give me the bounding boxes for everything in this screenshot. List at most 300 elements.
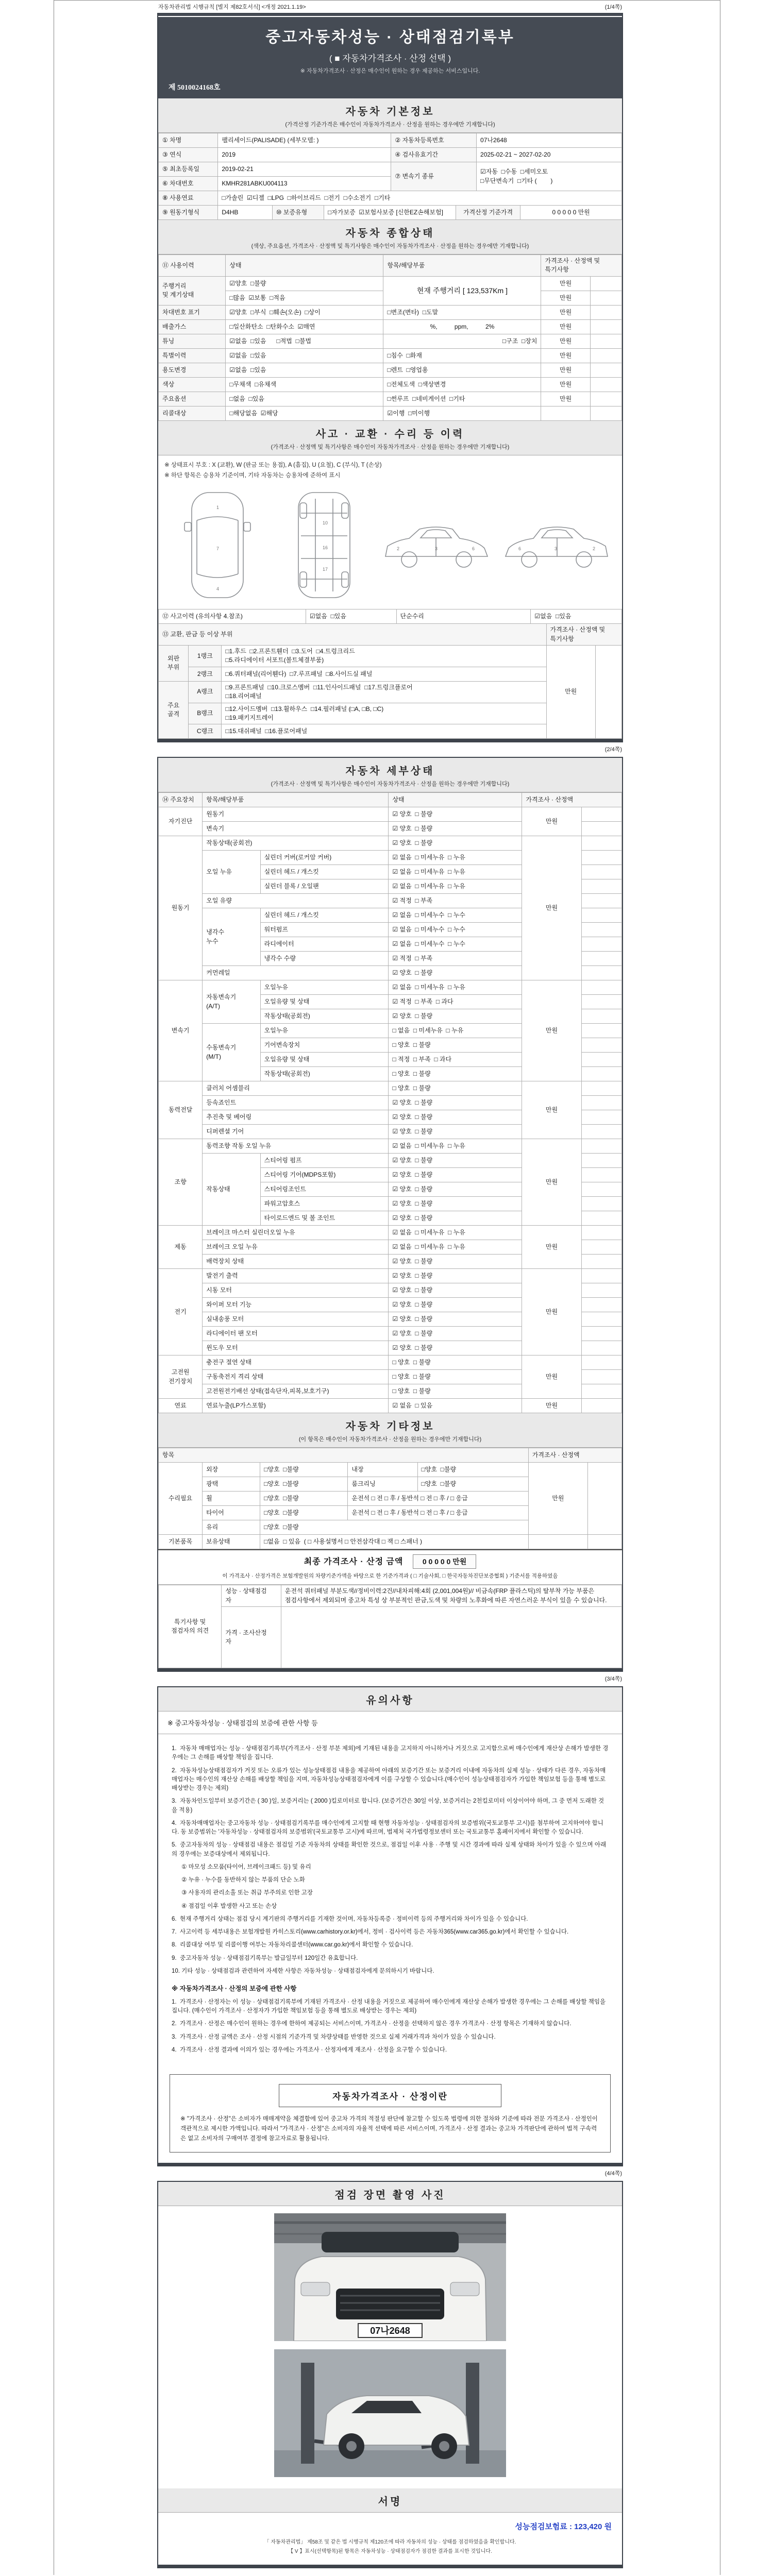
table-cell: 동력조향 작동 오일 누유	[203, 1139, 389, 1154]
table-cell	[590, 276, 621, 291]
table-cell: 오일 유량	[203, 894, 389, 908]
detail-state-header	[158, 758, 622, 792]
table-cell: 구동축전지 격리 상태	[203, 1370, 389, 1384]
table-cell	[581, 1341, 621, 1355]
price-definition-title: 자동차가격조사 · 산정이란	[279, 2084, 501, 2107]
table-cell: 만원	[541, 291, 590, 305]
detail-state-title: 자동차 세부상태	[345, 766, 435, 777]
table-cell	[581, 1038, 621, 1053]
table-cell: ☑없음 □있음	[226, 363, 383, 377]
table-cell: 변속기	[159, 980, 203, 1081]
table-cell: 유리	[203, 1520, 260, 1535]
table-cell: ☑ 양호 □ 불량	[389, 1255, 522, 1269]
table-cell	[581, 1154, 621, 1168]
table-cell	[581, 1283, 621, 1298]
table-cell	[581, 1081, 621, 1096]
svg-text:6: 6	[518, 546, 521, 552]
table-cell: 실내송풍 모터	[203, 1312, 389, 1327]
table-cell: □ 적정 □ 부족 □ 과다	[389, 1053, 522, 1067]
overall-state-note: (색상, 주요옵션, 가격조사 · 산정액 및 특기사항은 매수인이 자동차가격조사 · 산정을 원하는 경우에만 기재합니다)	[251, 243, 529, 249]
table-cell: 만원	[541, 392, 590, 406]
table-cell: 윈도우 모터	[203, 1341, 389, 1355]
notice-line: 2. 자동차성능상태점검자가 거짓 또는 오류가 있는 성능상태점검 내용을 제공하여 아래의 보증기간 또는 보증거리 이내에 자동차의 실제 성능 · 상태가 다른 경우, 자동차매매업자는 매수인의 재산상 손해를 배상할 책임을 지며, 자동차성능상태점검자에게 이를 구상할 수 있습니다.(매수인이 성능상태점검자가 가입한 책임보험 등을 통해 별도로 배상받는 경우는 제외)	[172, 1767, 608, 1792]
table-cell: 파워고압호스	[260, 1197, 389, 1211]
table-cell: 만원	[522, 1139, 581, 1226]
table-cell: 만원	[522, 807, 581, 836]
table-cell: 스티어링 펌프	[260, 1154, 389, 1168]
table-cell: 용도변경	[159, 363, 226, 377]
table-cell: 전기	[159, 1269, 203, 1355]
table-cell: □1.후드 □2.프론트휀더 □3.도어 □4.트렁크리드 □5.라디에이터 서포트(볼트체결부품)	[222, 645, 546, 667]
caution-body	[158, 1734, 622, 2067]
table-cell: ☑ 양호 □ 불량	[389, 836, 522, 851]
table-cell: ⑦ 변속기 종류	[391, 162, 477, 191]
table-cell: ⑬ 교환, 판금 등 이상 부위	[159, 624, 547, 646]
table-cell: ☑ 양호 □ 불량	[389, 1182, 522, 1197]
caution-header	[158, 1687, 622, 1711]
table-cell: 2019	[218, 148, 391, 162]
table-cell	[541, 406, 590, 420]
table-cell: 휠	[203, 1492, 260, 1506]
table-cell: 작동상태(공회전)	[260, 1067, 389, 1081]
notice-line: ① 마모성 소모품(타이어, 브레이크패드 등) 및 유리	[172, 1863, 311, 1870]
table-cell: 제동	[159, 1226, 203, 1269]
table-cell: □일산화탄소 □탄화수소 ☑매연	[226, 319, 383, 334]
state-code-legend	[158, 455, 622, 484]
table-cell	[581, 1384, 621, 1399]
table-cell: □양호 □불량	[260, 1477, 348, 1492]
accident-history-header	[158, 421, 622, 455]
table-cell: 주행거리 및 계기상태	[159, 276, 226, 305]
table-cell: □변조(변타) □도말	[383, 305, 541, 319]
table-cell: ☑ 양호 □ 불량	[389, 1009, 522, 1024]
basic-info-note: (가격산정 기준가격은 매수인이 자동차가격조사 · 산정을 원하는 경우에만 기재합니다)	[285, 122, 495, 128]
table-cell: 가격 · 조사산정 자	[222, 1607, 281, 1668]
table-cell: 0 0 0 0 0 만원	[520, 206, 622, 220]
table-cell: 만원	[522, 1226, 581, 1269]
caution-list-2	[172, 1998, 609, 2055]
table-cell	[581, 836, 621, 851]
table-cell: ☑ 없음 □ 미세누유 □ 누유	[389, 1139, 522, 1154]
notice-line: 8. 리콜대상 여부 및 리콜이행 여부는 자동차리콜센터(www.car.go.kr)에서 확인할 수 있습니다.	[172, 1942, 413, 1948]
table-cell: 외장	[203, 1463, 260, 1477]
table-cell: ☑ 양호 □ 불량	[389, 1269, 522, 1283]
table-cell: ① 차명	[159, 133, 218, 148]
table-cell: □6.쿼터패널(리어휀다) □7.루프패널 □8.사이드실 패널	[222, 667, 546, 681]
table-cell: 작동상태(공회전)	[260, 1009, 389, 1024]
final-price-label: 최종 가격조사 · 산정 금액	[304, 1557, 404, 1567]
table-cell: 2019-02-21	[218, 162, 391, 177]
table-cell: ☑ 양호 □ 불량	[389, 807, 522, 822]
table-cell	[581, 879, 621, 894]
table-cell	[581, 1327, 621, 1341]
table-cell: ☑ 없음 □ 미세누수 □ 누수	[389, 937, 522, 952]
table-cell: 보유상태	[203, 1535, 260, 1549]
table-cell: KMHR281ABKU004113	[218, 177, 391, 191]
table-cell	[595, 645, 621, 738]
table-cell: 만원	[541, 363, 590, 377]
table-cell	[581, 1024, 621, 1038]
table-cell	[581, 1139, 621, 1154]
notice-line: 10. 기타 성능 · 상태점검과 관련하여 자세한 사항은 자동차성능 · 상태점검자에게 문의하시기 바랍니다.	[172, 1968, 434, 1974]
table-cell	[590, 334, 621, 348]
table-cell: □가솔린 ☑디젤 □LPG □하이브리드 □전기 □수소전기 □기타	[218, 191, 622, 206]
overall-state-table	[158, 255, 622, 421]
table-cell: %, ppm, 2%	[383, 319, 541, 334]
table-cell: ☑ 없음 □ 있음	[389, 1399, 522, 1413]
table-cell: 배출가스	[159, 319, 226, 334]
table-cell	[581, 923, 621, 937]
table-cell: 스티어링조인트	[260, 1182, 389, 1197]
table-cell: 만원	[541, 319, 590, 334]
table-cell: ☑없음 □있음	[306, 609, 396, 624]
table-cell: ② 자동차등록번호	[391, 133, 477, 148]
table-cell: 가격조사 · 산정액	[528, 1448, 621, 1463]
notice-line: 1. 자동차 매매업자는 성능 · 상태점검기록부(가격조사 · 산정 부분 제외)에 기재된 내용을 고지하지 아니하거나 거짓으로 고지함으로써 매수인에게 재산상 손해가 발생한 경우에는 그 손해를 배상할 책임을 집니다.	[172, 1745, 609, 1761]
overall-state-title: 자동차 종합상태	[345, 228, 435, 239]
table-cell: 자기진단	[159, 807, 203, 836]
svg-text:4: 4	[216, 586, 220, 592]
table-cell: 라디에이터	[260, 937, 389, 952]
table-cell: ☑ 양호 □ 불량	[389, 1125, 522, 1139]
table-cell: ☑ 양호 □ 불량	[389, 1154, 522, 1168]
table-cell: ☑ 양호 □ 불량	[389, 1312, 522, 1327]
table-cell: 연료누출(LP가스포함)	[203, 1399, 389, 1413]
table-cell: 룸크리닝	[348, 1477, 417, 1492]
table-cell: ☑ 양호 □ 불량	[389, 1283, 522, 1298]
table-cell: ☑ 없음 □ 미세누유 □ 누유	[389, 879, 522, 894]
table-cell: C랭크	[189, 724, 222, 739]
notice-line: 4. 자동차매매업자는 중고자동차 성능 · 상태점검기록부를 매수인에게 고지할 때 현행 자동차성능 · 상태점검자의 보증범위(국토교통부 고시)를 첨부하여 고지하여야 합니다. 동 보증범위는 '자동차성능 · 상태점검자의 보증범위'(국토교통부 고시)에 따르며, 법제처 국가법령정보센터 또는 국토교통부 홈페이지에서 확인할 수 있습니다.	[172, 1820, 603, 1836]
table-cell: ☑ 없음 □ 미세누유 □ 누유	[389, 851, 522, 865]
table-cell: 항목/해당부품	[383, 255, 541, 277]
table-cell	[581, 1298, 621, 1312]
table-cell	[581, 1168, 621, 1182]
table-cell: 스티어링 기어(MDPS포함)	[260, 1168, 389, 1182]
notice-line: 2. 가격조사 · 산정은 매수인이 원하는 경우에 한하여 제공되는 서비스이며, 가격조사 · 산정을 선택하지 않은 경우 가격조사 · 산정 항목은 기재하지 않습니다.	[172, 2021, 572, 2027]
table-cell: 클러치 어셈블리	[203, 1081, 389, 1096]
table-cell: ☑이행 □미이행	[383, 406, 541, 420]
table-cell: ☑양호 □부식 □훼손(오손) □상이	[226, 305, 383, 319]
table-cell: 운전석 쿼터패널 부분도색//정비이력:2건//내차피해:4회 (2,001,004원)// 비금속(FRP 플라스틱)의 탈부착 가능 부품은 점검사항에서 제외되며 중고차 특성 상 부분적인 판금,도색 및 차량의 노후화에 따른 자연스러운 부식이 있을 수 있습니다.	[281, 1585, 621, 1607]
table-cell: □양호 □불량	[260, 1506, 348, 1520]
inspection-photo-front	[274, 2213, 506, 2341]
detail-state-table	[158, 792, 622, 1413]
report-page	[54, 0, 720, 2575]
car-left-side-diagram	[381, 488, 492, 602]
table-cell: ☑ 없음 □ 미세누수 □ 누수	[389, 923, 522, 937]
price-definition-box	[170, 2074, 611, 2153]
table-cell	[587, 1463, 621, 1535]
table-cell: □많음 ☑보통 □적음	[226, 291, 383, 305]
table-cell: 와이퍼 모터 기능	[203, 1298, 389, 1312]
table-cell	[581, 937, 621, 952]
report-content	[157, 1, 623, 2568]
table-cell: □구조 □장치	[383, 334, 541, 348]
table-cell: 항목/해당부품	[203, 793, 389, 807]
svg-text:6: 6	[472, 546, 475, 552]
svg-text:17: 17	[322, 567, 328, 572]
table-cell: 만원	[541, 305, 590, 319]
page-marker-1: (1/4쪽)	[604, 4, 622, 10]
photo-license-plate: 07나2648	[370, 2325, 410, 2336]
table-cell: ☑ 없음 □ 미세누유 □ 누유	[389, 865, 522, 879]
table-cell: ⑩ 보증유형	[272, 206, 324, 220]
table-cell: □ 양호 □ 불량	[389, 1384, 522, 1399]
table-cell: 1랭크	[189, 645, 222, 667]
table-cell: ☑없음 □있음	[531, 609, 622, 624]
table-cell	[590, 305, 621, 319]
table-cell	[581, 1110, 621, 1125]
table-cell: 만원	[528, 1463, 587, 1535]
basic-info-table-2	[158, 205, 622, 220]
table-cell: 만원	[546, 645, 595, 738]
table-cell	[581, 1182, 621, 1197]
final-price-value: 0 0 0 0 0 만원	[413, 1554, 476, 1569]
table-cell	[581, 966, 621, 980]
car-top-view-diagram	[169, 488, 266, 602]
table-cell	[581, 1269, 621, 1283]
notice-line: ③ 사용자의 관리소홀 또는 취급 부주의로 인한 고장	[172, 1890, 313, 1896]
table-cell: 운전석 □ 전 □ 후 / 동반석 □ 전 □ 후 / □ 응급	[348, 1492, 528, 1506]
table-cell	[581, 995, 621, 1009]
table-cell: □양호 □불량	[417, 1477, 528, 1492]
table-cell: ☑ 적정 □ 부족	[389, 894, 522, 908]
table-cell	[581, 1399, 621, 1413]
svg-text:10: 10	[322, 520, 328, 526]
table-cell: 특기사항 및 점검자의 의견	[159, 1585, 222, 1668]
table-cell: 상태	[389, 793, 522, 807]
table-cell: 만원	[541, 377, 590, 392]
section-photos-sign	[157, 2181, 623, 2568]
car-right-side-diagram	[501, 488, 612, 602]
table-cell: 냉각수 수량	[260, 952, 389, 966]
table-cell: 원동기	[159, 836, 203, 980]
table-cell: 냉각수 누수	[203, 908, 260, 966]
table-cell: 오일누유	[260, 980, 389, 995]
table-cell: □전체도색 □색상변경	[383, 377, 541, 392]
table-cell: 커먼레일	[203, 966, 389, 980]
table-cell: 가격조사 · 산정액	[522, 793, 622, 807]
table-cell: 디퍼렌셜 기어	[203, 1125, 389, 1139]
table-cell: 만원	[541, 348, 590, 363]
table-cell: □ 양호 □ 불량	[389, 1038, 522, 1053]
table-cell: □양호 □불량	[260, 1520, 529, 1535]
table-cell: 작동상태(공회전)	[203, 836, 389, 851]
table-cell: 오일유량 및 상태	[260, 995, 389, 1009]
table-cell: 자동변속기 (A/T)	[203, 980, 260, 1024]
report-title-box	[158, 14, 622, 98]
table-cell: 만원	[522, 1269, 581, 1355]
exchange-repair-table	[158, 623, 622, 739]
report-subtitle: ( ■ 자동차가격조사 · 산정 선택 )	[329, 54, 451, 63]
svg-text:3: 3	[554, 546, 557, 552]
table-cell: 가격산정 기준가격	[456, 206, 520, 220]
table-cell: ☑ 없음 □ 미세누수 □ 누수	[389, 908, 522, 923]
table-cell: 2랭크	[189, 667, 222, 681]
table-cell: 내장	[348, 1463, 417, 1477]
table-cell: 팰리세이드(PALISADE) (세부모델: )	[218, 133, 391, 148]
table-cell: 만원	[541, 334, 590, 348]
page-marker-4: (4/4쪽)	[604, 2170, 622, 2177]
table-cell: 변속기	[203, 822, 389, 836]
table-cell	[581, 894, 621, 908]
notice-line: 6. 현재 주행거리 상태는 점검 당시 계기판의 주행거리를 기재한 것이며, 자동차등록증 · 정비이력 등의 주행거리와 차이가 있을 수 있습니다.	[172, 1916, 528, 1922]
table-cell	[590, 319, 621, 334]
section-page2	[157, 757, 623, 1672]
notice-line: 9. 중고자동차 성능 · 상태점검기록부는 발급일부터 120일간 유효합니다.	[172, 1955, 358, 1961]
table-cell: ⑤ 최초등록일	[159, 162, 218, 177]
table-cell: 만원	[522, 1355, 581, 1399]
table-cell: □무채색 □유채색	[226, 377, 383, 392]
photos-header	[158, 2182, 622, 2206]
table-cell: □자가보증 ☑보험사보증 [신한EZ손해보험]	[324, 206, 456, 220]
table-cell: 오일 누유	[203, 851, 260, 894]
table-cell: □해당없음 ☑해당	[226, 406, 383, 420]
table-cell: 광택	[203, 1477, 260, 1492]
table-cell	[581, 1255, 621, 1269]
table-cell: ☑ 양호 □ 불량	[389, 1327, 522, 1341]
table-cell: ⑭ 주요장치	[159, 793, 203, 807]
table-cell	[581, 1211, 621, 1226]
legal-footer	[158, 2536, 622, 2565]
table-cell: ⑧ 사용연료	[159, 191, 218, 206]
table-cell: 작동상태	[203, 1154, 260, 1226]
table-cell: □양호 □불량	[417, 1463, 528, 1477]
car-underbody-diagram	[275, 488, 373, 602]
price-definition-text: ※ "가격조사 · 산정"은 소비자가 매매계약을 체결함에 있어 중고차 가격의 적절성 판단에 참고할 수 있도록 법령에 의한 절차와 기준에 따라 전문 가격조사 · 산정인이 객관적으로 제시한 가액입니다. 따라서 "가격조사 · 산정"은 소비자의 자율적 선택에 따른 서비스이며, 가격조사 · 산정 결과는 중고차 가격판단에 관하여 법적 구속력은 없고 소비자의 구매여부 결정에 참고자료로 활용됩니다.	[180, 2116, 598, 2142]
table-cell: ☑ 양호 □ 불량	[389, 1211, 522, 1226]
table-cell: □침수 □화재	[383, 348, 541, 363]
table-cell: ☑ 양호 □ 불량	[389, 1197, 522, 1211]
table-cell: 튜닝	[159, 334, 226, 348]
final-price-bar	[158, 1549, 622, 1585]
table-cell: ☑없음 □있음	[226, 348, 383, 363]
table-cell	[590, 348, 621, 363]
table-cell	[581, 952, 621, 966]
table-cell: 단순수리	[396, 609, 531, 624]
table-cell: 실린더 블록 / 오일팬	[260, 879, 389, 894]
notice-line: 3. 자동차인도일부터 보증기간은 ( 30 )일, 보증거리는 ( 2000 )킬로미터로 합니다. (보증기간은 30일 이상, 보증거리는 2천킬로미터 이상이어야 하며, 그 중 먼저 도래한 것을 적용)	[172, 1798, 604, 1814]
table-cell: 리콜대상	[159, 406, 226, 420]
table-cell: ☑ 없음 □ 미세누유 □ 누유	[389, 1240, 522, 1255]
table-cell: ☑ 없음 □ 미세누유 □ 누유	[389, 980, 522, 995]
table-cell: ☑ 양호 □ 불량	[389, 1341, 522, 1355]
table-cell: ☑ 양호 □ 불량	[389, 1298, 522, 1312]
table-cell: ⑥ 차대번호	[159, 177, 218, 191]
table-cell: ☑양호 □불량	[226, 276, 383, 291]
accident-history-title: 사고 · 교환 · 수리 등 이력	[315, 428, 465, 440]
table-cell	[528, 1535, 587, 1549]
table-cell: 색상	[159, 377, 226, 392]
notice-line: ② 누유 · 누수를 동반하지 않는 부품의 단순 노화	[172, 1877, 305, 1884]
table-cell: 현재 주행거리 [ 123,537Km ]	[383, 276, 541, 305]
table-cell	[590, 406, 621, 420]
table-cell	[581, 1096, 621, 1110]
document-number: 제 5010024168호	[169, 84, 221, 92]
basic-info-header	[158, 98, 622, 133]
photos-title: 점검 장면 촬영 사진	[334, 2189, 446, 2201]
table-cell	[587, 1535, 621, 1549]
legend-line-1: ※ 상태표시 부호 : X (교환), W (판금 또는 용접), A (흠집), U (요철), C (부식), T (손상)	[164, 462, 382, 468]
notice-line: 3. 가격조사 · 산정 금액은 조사 · 산정 시점의 기준가격 및 차량상태를 반영한 것으로 실제 거래가격과 차이가 있을 수 있습니다.	[172, 2033, 496, 2040]
table-cell: ☑ 없음 □ 미세누유 □ 누유	[389, 1226, 522, 1240]
table-cell	[590, 392, 621, 406]
table-cell: □ 양호 □ 불량	[389, 1067, 522, 1081]
svg-text:1: 1	[216, 505, 220, 511]
table-cell: ☑ 적정 □ 부족	[389, 952, 522, 966]
caution-subheading-2: ※ 자동차가격조사 · 산정의 보증에 관한 사항	[172, 1985, 297, 1993]
table-cell	[590, 291, 621, 305]
table-cell: □ 양호 □ 불량	[389, 1370, 522, 1384]
detail-state-note: (가격조사 · 산정액 및 특기사항은 매수인이 자동차가격조사 · 산정을 원하는 경우에만 기재합니다)	[271, 781, 510, 788]
basic-info-table	[158, 133, 622, 206]
table-cell: □썬루프 □네비게이션 □기타	[383, 392, 541, 406]
accident-history-row-table	[158, 609, 622, 624]
notice-line: ④ 점검일 이후 발생한 사고 또는 손상	[172, 1903, 277, 1909]
table-cell: 2025-02-21 ~ 2027-02-20	[477, 148, 622, 162]
table-cell	[581, 980, 621, 995]
table-cell: ☑ 양호 □ 불량	[389, 966, 522, 980]
table-cell	[581, 851, 621, 865]
notice-line: 5. 중고자동차의 성능 · 상태점검 내용은 점검일 기준 자동차의 상태를 확인한 것으로, 점검일 이후 사용 · 주행 및 시간 경과에 따라 실제 상태와 차이가 있을 수 있으며 아래의 경우에는 보증대상에서 제외됩니다.	[172, 1842, 607, 1857]
table-cell	[581, 908, 621, 923]
basic-info-title: 자동차 기본정보	[345, 106, 435, 117]
table-cell: 배력장치 상태	[203, 1255, 389, 1269]
table-cell: 항목	[159, 1448, 529, 1463]
table-cell: □12.사이드멤버 □13.휠하우스 □14.필러패널 (□A, □B, □C) □19.패키지트레이	[222, 703, 546, 724]
table-cell: ☑ 적정 □ 부족 □ 과다	[389, 995, 522, 1009]
inspection-photos	[158, 2206, 622, 2488]
notice-line: 1. 가격조사 · 산정자는 이 성능 · 상태점검기록부에 기재된 가격조사 · 산정 내용을 거짓으로 제공하여 매수인에게 재산상 손해가 발생한 경우에는 그 손해를 배상할 책임을 집니다. (매수인이 가격조사 · 산정자가 가입한 책임보험 등을 통해 별도로 배상받는 경우는 제외)	[172, 1998, 608, 2014]
table-cell: 오일유량 및 상태	[260, 1053, 389, 1067]
legend-line-2: ※ 하단 항목은 승용차 기준이며, 기타 자동차는 승용차에 준하여 표시	[164, 472, 341, 479]
table-cell: ④ 검사유효기간	[391, 148, 477, 162]
table-cell: 수동변속기 (M/T)	[203, 1024, 260, 1081]
etc-info-note: (이 항목은 매수인이 자동차가격조사 · 산정을 원하는 경우에만 기재합니다)	[298, 1436, 482, 1443]
table-cell: 발전기 출력	[203, 1269, 389, 1283]
accident-history-note: (가격조사 · 산정액 및 특기사항은 매수인이 자동차가격조사 · 산정을 원하는 경우에만 기재합니다)	[271, 444, 510, 450]
table-cell: 브레이크 마스터 실린더오일 누유	[203, 1226, 389, 1240]
section-page1	[157, 13, 623, 742]
table-cell: 연료	[159, 1399, 203, 1413]
inspector-opinion-table	[158, 1585, 622, 1668]
table-cell: 성능 · 상태점검 자	[222, 1585, 281, 1607]
table-cell	[590, 363, 621, 377]
etc-info-table	[158, 1448, 622, 1549]
table-cell: 가격조사 · 산정액 및 특기사항	[546, 624, 622, 646]
page-marker-2: (2/4쪽)	[604, 747, 622, 753]
table-cell: □렌트 □영업용	[383, 363, 541, 377]
table-cell	[590, 377, 621, 392]
caution-list-1	[172, 1744, 609, 1976]
table-cell: □9.프론트패널 □10.크로스멤버 □11.인사이드패널 □17.트렁크플로어 □18.리어패널	[222, 681, 546, 703]
table-cell: ③ 연식	[159, 148, 218, 162]
car-damage-diagrams	[158, 484, 622, 609]
form-rule-reference: 자동차관리법 시행규칙 [별지 제82호서식] <개정 2021.1.19>	[158, 4, 306, 10]
table-cell: ☑없음 □있음 □적법 □불법	[226, 334, 383, 348]
table-cell: ☑ 양호 □ 불량	[389, 1096, 522, 1110]
table-cell: 라디에이터 팬 모터	[203, 1327, 389, 1341]
table-cell: D4HB	[218, 206, 272, 220]
page-marker-3: (3/4쪽)	[604, 1676, 622, 1683]
table-cell: □없음 □있음	[226, 392, 383, 406]
table-cell: ☑ 양호 □ 불량	[389, 1110, 522, 1125]
table-cell	[581, 822, 621, 836]
table-cell: 운전석 □ 전 □ 후 / 동반석 □ 전 □ 후 / □ 응급	[348, 1506, 528, 1520]
table-cell: 주요 골격	[159, 681, 189, 739]
table-cell: □없음 □ 있음 ( □ 사용설명서 □ 안전삼각대 □ 잭 □ 스패너 )	[260, 1535, 529, 1549]
